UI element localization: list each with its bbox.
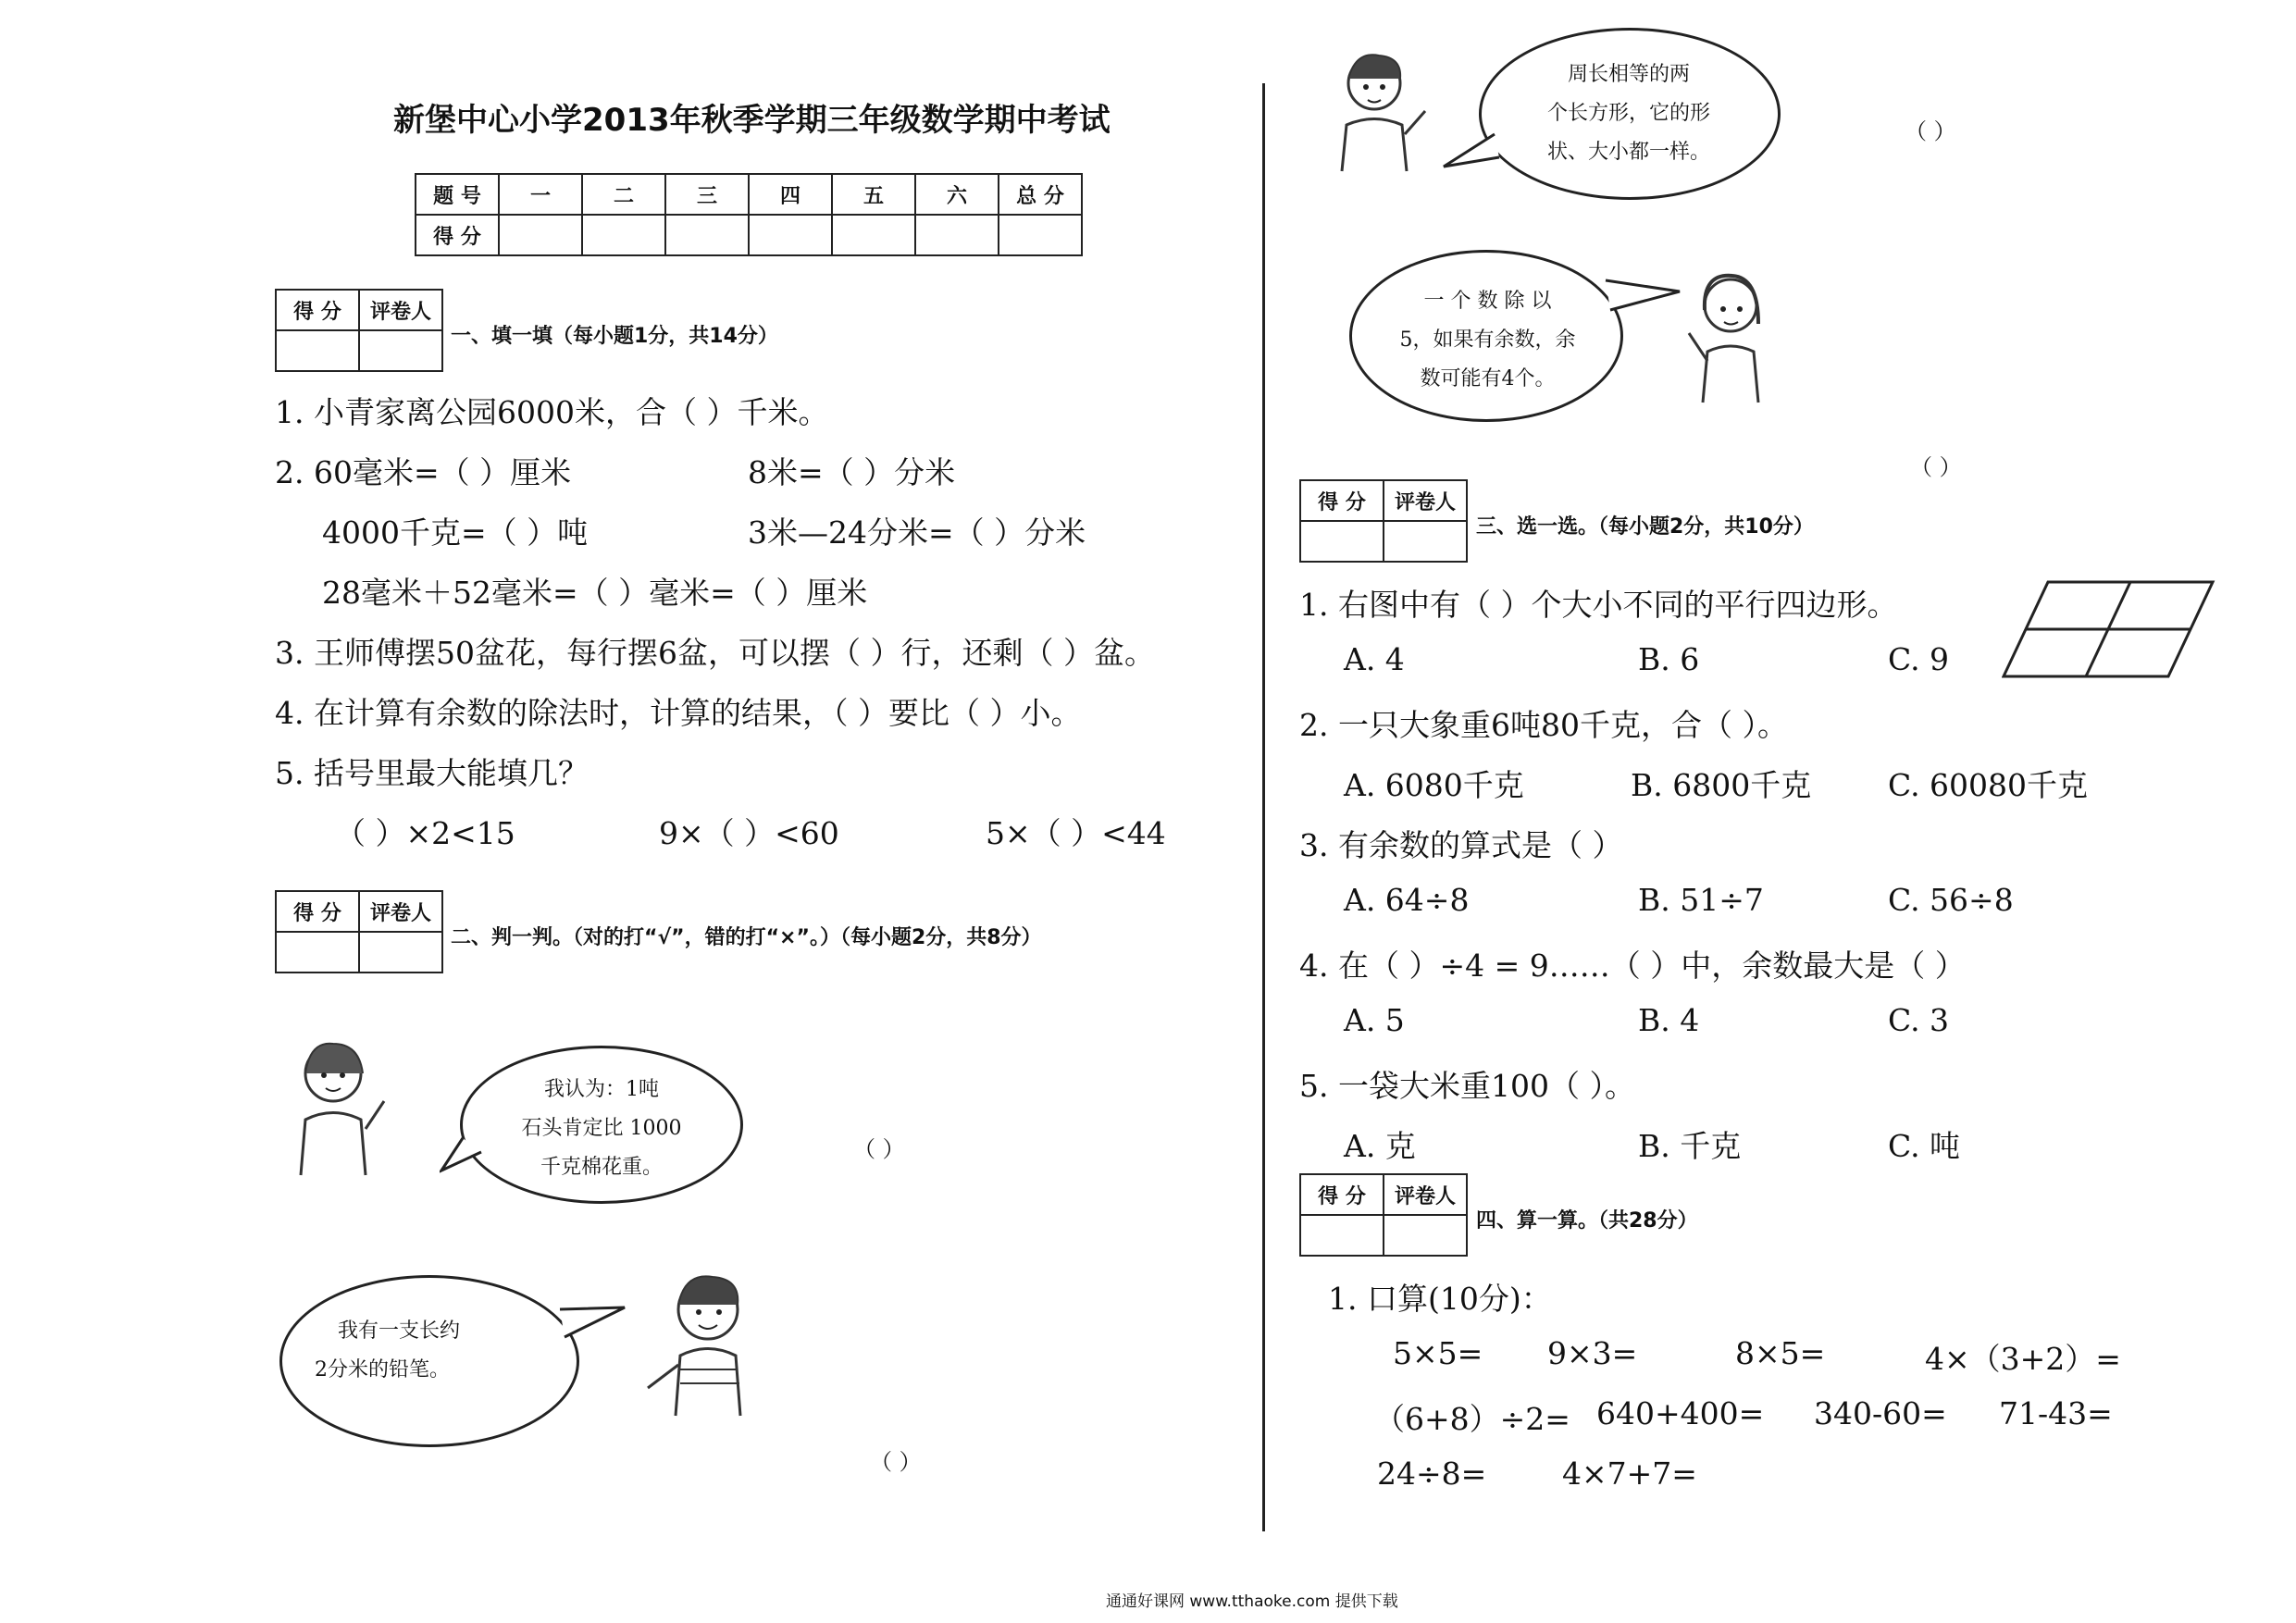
score-cell[interactable] <box>749 215 832 255</box>
choice-question: 2. 一只大象重6吨80千克，合（ ）。 <box>1299 707 1788 743</box>
question-line: 28毫米＋52毫米=（ ）毫米=（ ）厘米 <box>322 575 868 611</box>
question-line: 5. 括号里最大能填几？ <box>275 755 589 791</box>
page-title: 新堡中心小学2013年秋季学期三年级数学期中考试 <box>393 102 1111 139</box>
choice-question: 1. 右图中有（ ）个大小不同的平行四边形。 <box>1299 587 1898 623</box>
girl-illustration <box>278 1036 398 1184</box>
score-cell[interactable] <box>999 215 1082 255</box>
option-c[interactable]: C. 3 <box>1888 1002 1950 1038</box>
option-b[interactable]: B. 4 <box>1638 1002 1700 1038</box>
grader-score-cell[interactable] <box>276 932 359 973</box>
oral-calc-item: 8×5= <box>1735 1335 1826 1371</box>
grader-name-cell[interactable] <box>1384 1215 1467 1256</box>
option-c[interactable]: C. 吨 <box>1888 1128 1961 1164</box>
score-table-col: 二 <box>582 174 665 215</box>
girl-illustration <box>1666 268 1786 407</box>
score-cell[interactable] <box>582 215 665 255</box>
grader-box-4 <box>1299 1173 1468 1257</box>
question-line: 4. 在计算有余数的除法时，计算的结果，（ ）要比（ ）小。 <box>275 695 1082 731</box>
boy-illustration <box>634 1268 773 1420</box>
grader-score-label: 得 分 <box>1300 1174 1384 1215</box>
grader-score-cell[interactable] <box>1300 521 1384 562</box>
question-line: 2. 60毫米=（ ）厘米 <box>275 454 572 490</box>
oral-calc-item: 5×5= <box>1393 1335 1483 1371</box>
bubble-tail <box>1439 130 1504 176</box>
score-cell[interactable] <box>665 215 749 255</box>
grader-name-cell[interactable] <box>359 932 442 973</box>
grader-box-3 <box>1299 479 1468 563</box>
option-b[interactable]: B. 6800千克 <box>1631 767 1812 803</box>
question-line: 9×（ ）<60 <box>659 815 839 851</box>
grader-score-label: 得 分 <box>276 891 359 932</box>
question-line: 1. 小青家离公园6000米，合（ ）千米。 <box>275 394 829 430</box>
oral-calc-item: 640+400= <box>1596 1395 1765 1431</box>
score-table-col: 四 <box>749 174 832 215</box>
question-line: 5×（ ）<44 <box>986 815 1166 851</box>
statement-1-text: 我认为：1吨 石头肯定比 1000 千克棉花重。 <box>521 1078 682 1179</box>
option-c[interactable]: C. 60080千克 <box>1888 767 2089 803</box>
answer-bracket[interactable]: （ ） <box>853 1136 905 1162</box>
footer-credit: 通通好课网 www.tthaoke.com 提供下载 <box>1106 1592 1398 1611</box>
question-line: 3米—24分米=（ ）分米 <box>748 514 1086 551</box>
grader-box-1 <box>275 289 443 372</box>
oral-calc-item: 9×3= <box>1547 1335 1638 1371</box>
grader-score-label: 得 分 <box>276 290 359 330</box>
option-b[interactable]: B. 51÷7 <box>1638 882 1764 918</box>
grader-box-2 <box>275 890 443 973</box>
grader-label: 评卷人 <box>359 290 442 330</box>
oral-calc-item: 24÷8= <box>1377 1456 1487 1492</box>
statement-4-text: 一 个 数 除 以 5，如果有余数，余 数可能有4个。 <box>1399 290 1576 390</box>
grader-score-label: 得 分 <box>1300 480 1384 521</box>
grader-label: 评卷人 <box>1384 1174 1467 1215</box>
subsection-title: 1. 口算(10分)： <box>1328 1281 1552 1317</box>
answer-bracket[interactable]: （ ） <box>1905 118 1956 144</box>
option-a[interactable]: A. 克 <box>1344 1128 1416 1164</box>
score-table-col: 六 <box>915 174 999 215</box>
grader-label: 评卷人 <box>359 891 442 932</box>
score-table-col: 五 <box>832 174 915 215</box>
score-cell[interactable] <box>499 215 582 255</box>
oral-calc-item: （6+8）÷2= <box>1374 1401 1570 1437</box>
answer-bracket[interactable]: （ ） <box>1910 454 1962 480</box>
question-line: 3. 王师傅摆50盆花，每行摆6盆，可以摆（ ）行，还剩（ ）盆。 <box>275 635 1155 671</box>
option-a[interactable]: A. 4 <box>1344 641 1405 677</box>
parallelogram-figure <box>2002 578 2216 680</box>
option-b[interactable]: B. 6 <box>1638 641 1700 677</box>
answer-bracket[interactable]: （ ） <box>870 1449 922 1475</box>
question-line: （ ）×2<15 <box>335 815 515 851</box>
choice-question: 4. 在（ ）÷4 = 9……（ ）中，余数最大是（ ） <box>1299 948 1966 984</box>
question-line: 4000千克=（ ）吨 <box>322 514 589 551</box>
statement-3-text: 周长相等的两 个长方形，它的形 状、大小都一样。 <box>1546 63 1710 164</box>
section4-heading: 四、算一算。（共28分） <box>1476 1209 1698 1233</box>
option-a[interactable]: A. 64÷8 <box>1344 882 1470 918</box>
grader-score-cell[interactable] <box>276 330 359 371</box>
statement-2-text: 我有一支长约 2分米的铅笔。 <box>315 1319 461 1381</box>
section1-heading: 一、填一填（每小题1分，共14分） <box>451 325 778 348</box>
oral-calc-item: 71-43= <box>1999 1395 2113 1431</box>
choice-question: 3. 有余数的算式是（ ） <box>1299 827 1623 863</box>
option-a[interactable]: A. 5 <box>1344 1002 1405 1038</box>
score-table-col: 一 <box>499 174 582 215</box>
oral-calc-item: 340-60= <box>1814 1395 1947 1431</box>
grader-score-cell[interactable] <box>1300 1215 1384 1256</box>
bubble-tail <box>440 1134 495 1175</box>
score-table-col: 三 <box>665 174 749 215</box>
score-table-header-label: 题 号 <box>416 174 499 215</box>
option-c[interactable]: C. 56÷8 <box>1888 882 2014 918</box>
oral-calc-item: 4×（3+2）= <box>1925 1341 2121 1377</box>
option-a[interactable]: A. 6080千克 <box>1344 767 1524 803</box>
grader-name-cell[interactable] <box>359 330 442 371</box>
section2-heading: 二、判一判。（对的打“√”，错的打“×”。）（每小题2分，共8分） <box>451 926 1042 949</box>
grader-label: 评卷人 <box>1384 480 1467 521</box>
score-cell[interactable] <box>832 215 915 255</box>
oral-calc-item: 4×7+7= <box>1562 1456 1697 1492</box>
bubble-tail <box>555 1300 629 1346</box>
boy-illustration <box>1323 46 1434 176</box>
question-line: 8米=（ ）分米 <box>748 454 956 490</box>
score-table-col: 总 分 <box>999 174 1082 215</box>
score-table <box>415 173 1083 256</box>
grader-name-cell[interactable] <box>1384 521 1467 562</box>
score-cell[interactable] <box>915 215 999 255</box>
section3-heading: 三、选一选。（每小题2分，共10分） <box>1476 515 1814 539</box>
option-b[interactable]: B. 千克 <box>1638 1128 1742 1164</box>
score-table-score-label: 得 分 <box>416 215 499 255</box>
column-divider <box>1262 83 1265 1531</box>
option-c[interactable]: C. 9 <box>1888 641 1950 677</box>
choice-question: 5. 一袋大米重100（ ）。 <box>1299 1068 1635 1104</box>
